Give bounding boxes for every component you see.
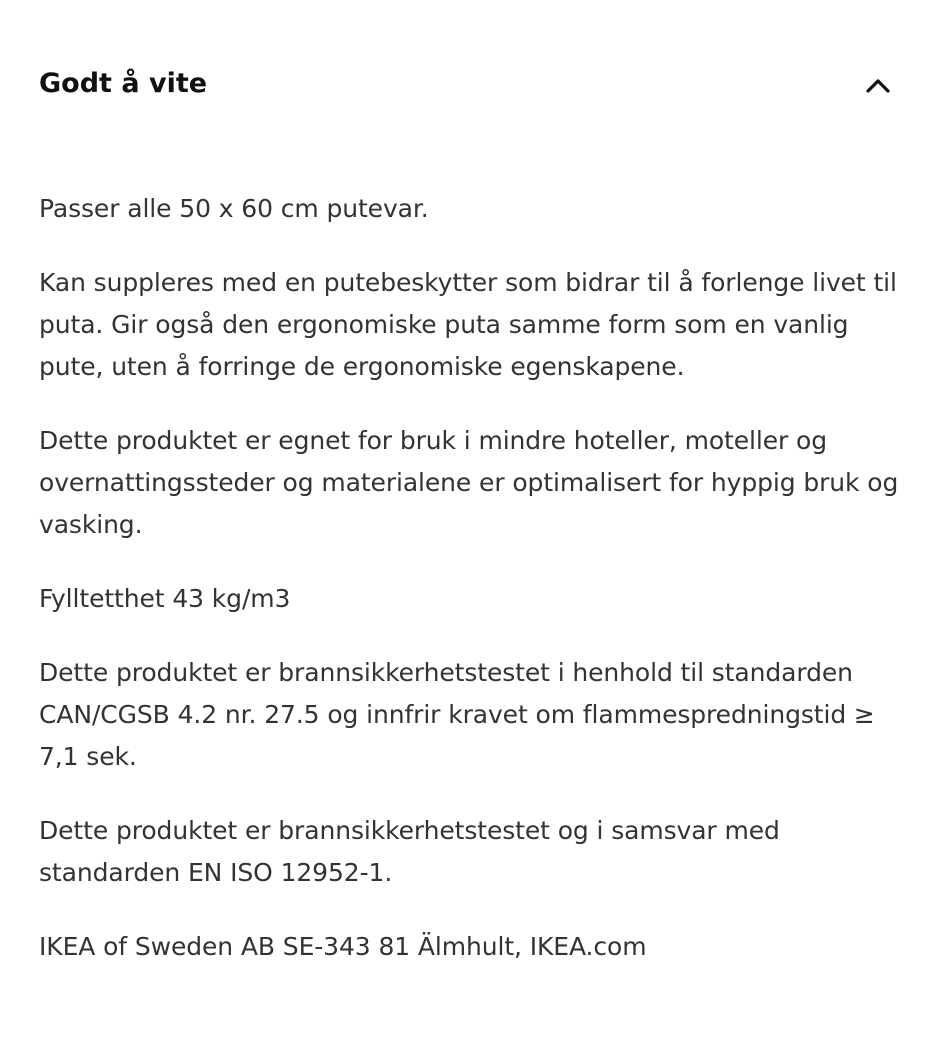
accordion-content [39, 188, 909, 1000]
paragraph-fill-density: Fylltetthet 43 kg/m3 [39, 584, 291, 613]
paragraph-fire-test-can: Dette produktet er brannsikkerhetstestet i henhold til standarden CAN/CGSB 4.2 nr. 27.5 og innfrir kravet om flammespredningstid ≥ 7,1 sek. [39, 658, 875, 771]
accordion-title: Godt å vite [39, 68, 208, 99]
paragraph-manufacturer: IKEA of Sweden AB SE-343 81 Älmhult, IKEA.com [39, 932, 647, 961]
paragraph-pillowcase-fit: Passer alle 50 x 60 cm putevar. [39, 194, 429, 223]
accordion-header[interactable] [0, 0, 950, 170]
paragraph-hotel-use: Dette produktet er egnet for bruk i mindre hoteller, moteller og overnattingssteder og materialene er optimalisert for hyppig bruk og vasking. [39, 426, 899, 539]
chevron-up-icon[interactable] [862, 70, 894, 102]
paragraph-fire-test-en: Dette produktet er brannsikkerhetstestet og i samsvar med standarden EN ISO 12952-1. [39, 816, 780, 887]
paragraph-protector: Kan suppleres med en putebeskytter som bidrar til å forlenge livet til puta. Gir også den ergonomiske puta samme form som en vanlig pute, uten å forringe de ergonomiske egenskapene. [39, 268, 897, 381]
